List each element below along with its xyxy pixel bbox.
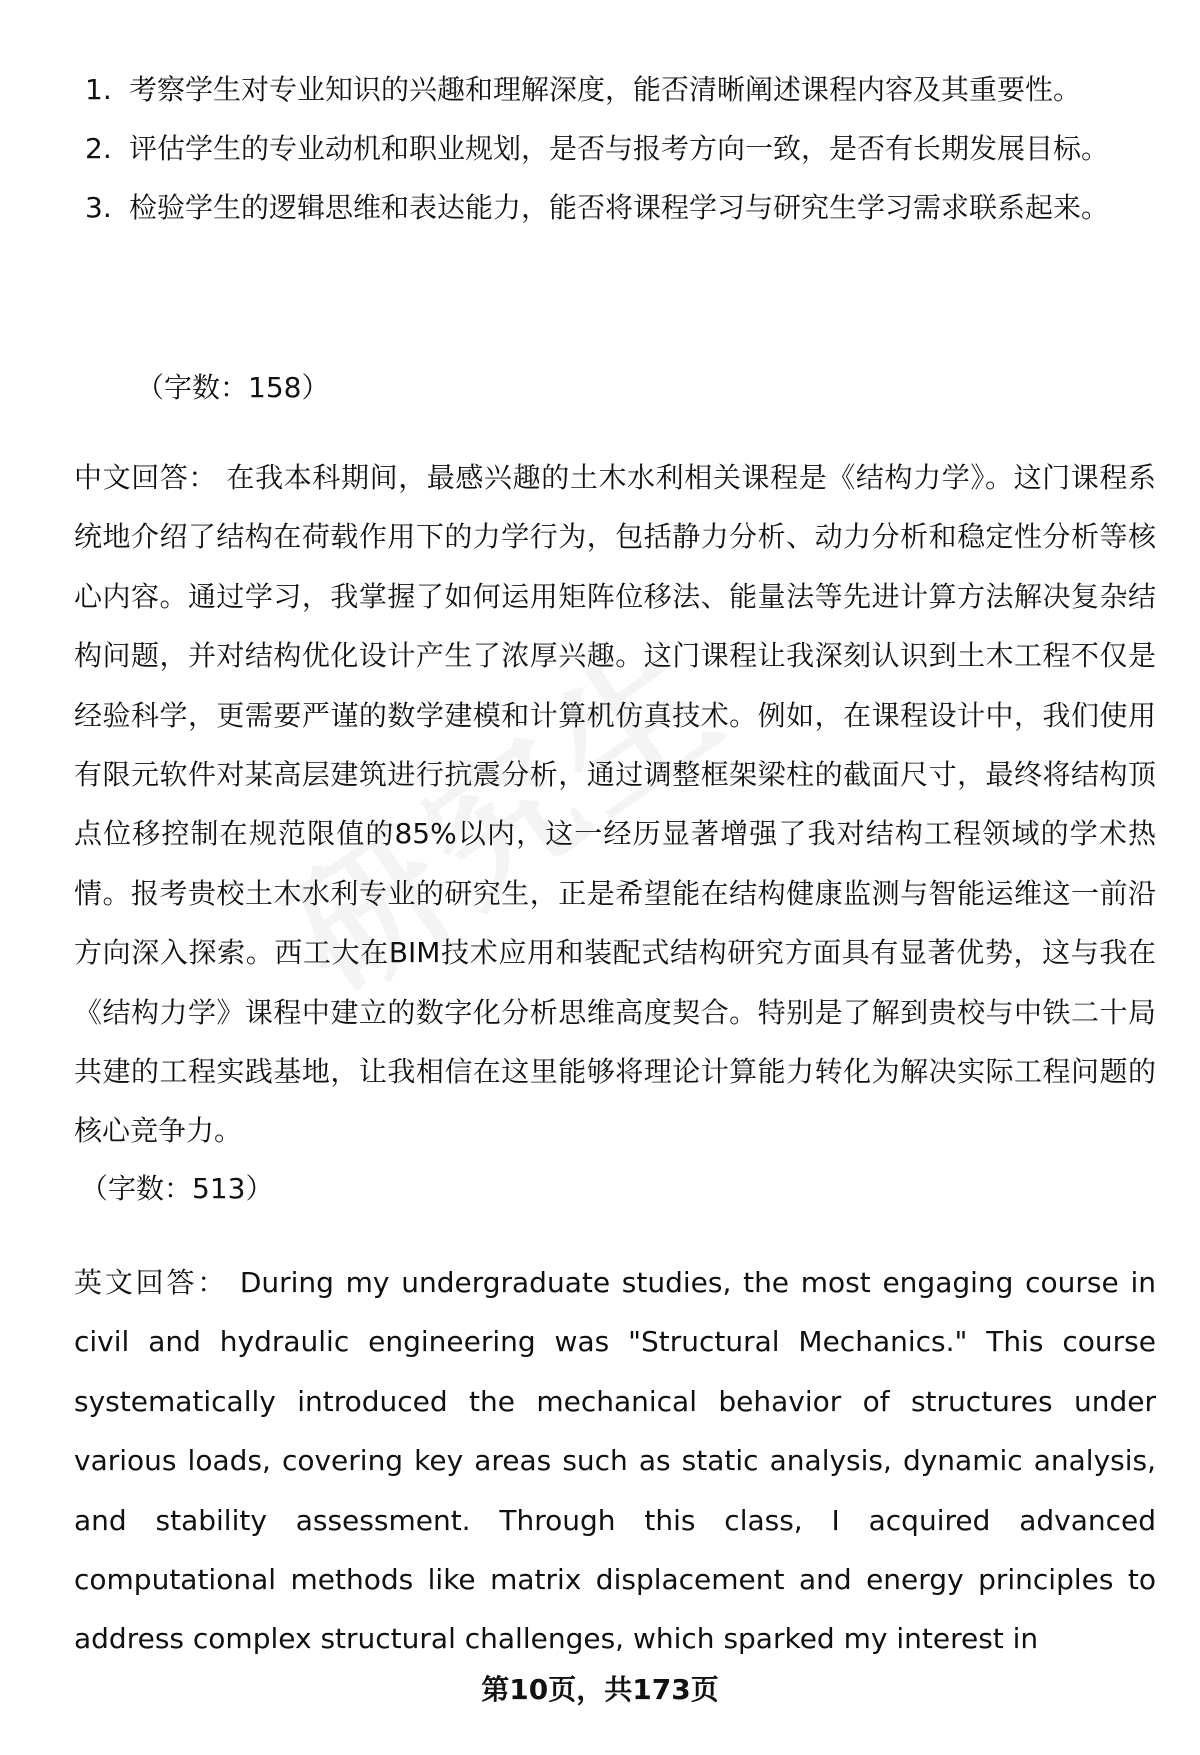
page-number-footer: 第10页，共173页 xyxy=(481,1673,719,1706)
criteria-list xyxy=(80,60,1140,237)
list-item xyxy=(80,119,1140,178)
list-item-text: 检验学生的逻辑思维和表达能力，能否将课程学习与研究生学习需求联系起来。 xyxy=(129,191,1110,224)
list-item xyxy=(80,178,1140,237)
list-item-text: 考察学生对专业知识的兴趣和理解深度，能否清晰阐述课程内容及其重要性。 xyxy=(129,73,1082,106)
chinese-answer-paragraph: 中文回答： 在我本科期间，最感兴趣的土木水利相关课程是《结构力学》。这门课程系统地介绍了结构在荷载作用下的力学行为，包括静力分析、动力分析和稳定性分析等核心内容。通过学习，我掌握了如何运用矩阵位移法、能量法等先进计算方法解决复杂结构问题，并对结构优化设计产生了浓厚兴趣。这门课程让我深刻认识到土木工程不仅是经验科学，更需要严谨的数学建模和计算机仿真技术。例如，在课程设计中，我们使用有限元软件对某高层建筑进行抗震分析，通过调整框架梁柱的截面尺寸，最终将结构顶点位移控制在规范限值的85%以内，这一经历显著增强了我对结构工程领域的学术热情。报考贵校土木水利专业的研究生，正是希望能在结构健康监测与智能运维这一前沿方向深入探索。西工大在BIM技术应用和装配式结构研究方面具有显著优势，这与我在《结构力学》课程中建立的数字化分析思维高度契合。特别是了解到贵校与中铁二十局共建的工程实践基地，让我相信在这里能够将理论计算能力转化为解决实际工程问题的核心竞争力。 xyxy=(74,461,1156,1148)
list-item-number: 1. xyxy=(85,73,112,106)
list-item-number: 3. xyxy=(85,191,112,224)
list-item xyxy=(80,60,1140,119)
word-count-second: （字数：513） xyxy=(80,1172,274,1205)
english-answer-paragraph: 英文回答： During my undergraduate studies, the most engaging course in civil and hydraulic engineering was "Structural Mechanics." This course systematically introduced the mechanical behavior of structures under various loads, covering key areas such as static analysis, dynamic analysis, and stability assessment. Through this class, I acquired advanced computational methods like matrix displacement and energy principles to address complex structural challenges, which sparked my interest in xyxy=(74,1266,1156,1656)
list-item-text: 评估学生的专业动机和职业规划，是否与报考方向一致，是否有长期发展目标。 xyxy=(129,132,1110,165)
list-item-number: 2. xyxy=(85,132,112,165)
word-count-first: （字数：158） xyxy=(136,371,330,404)
